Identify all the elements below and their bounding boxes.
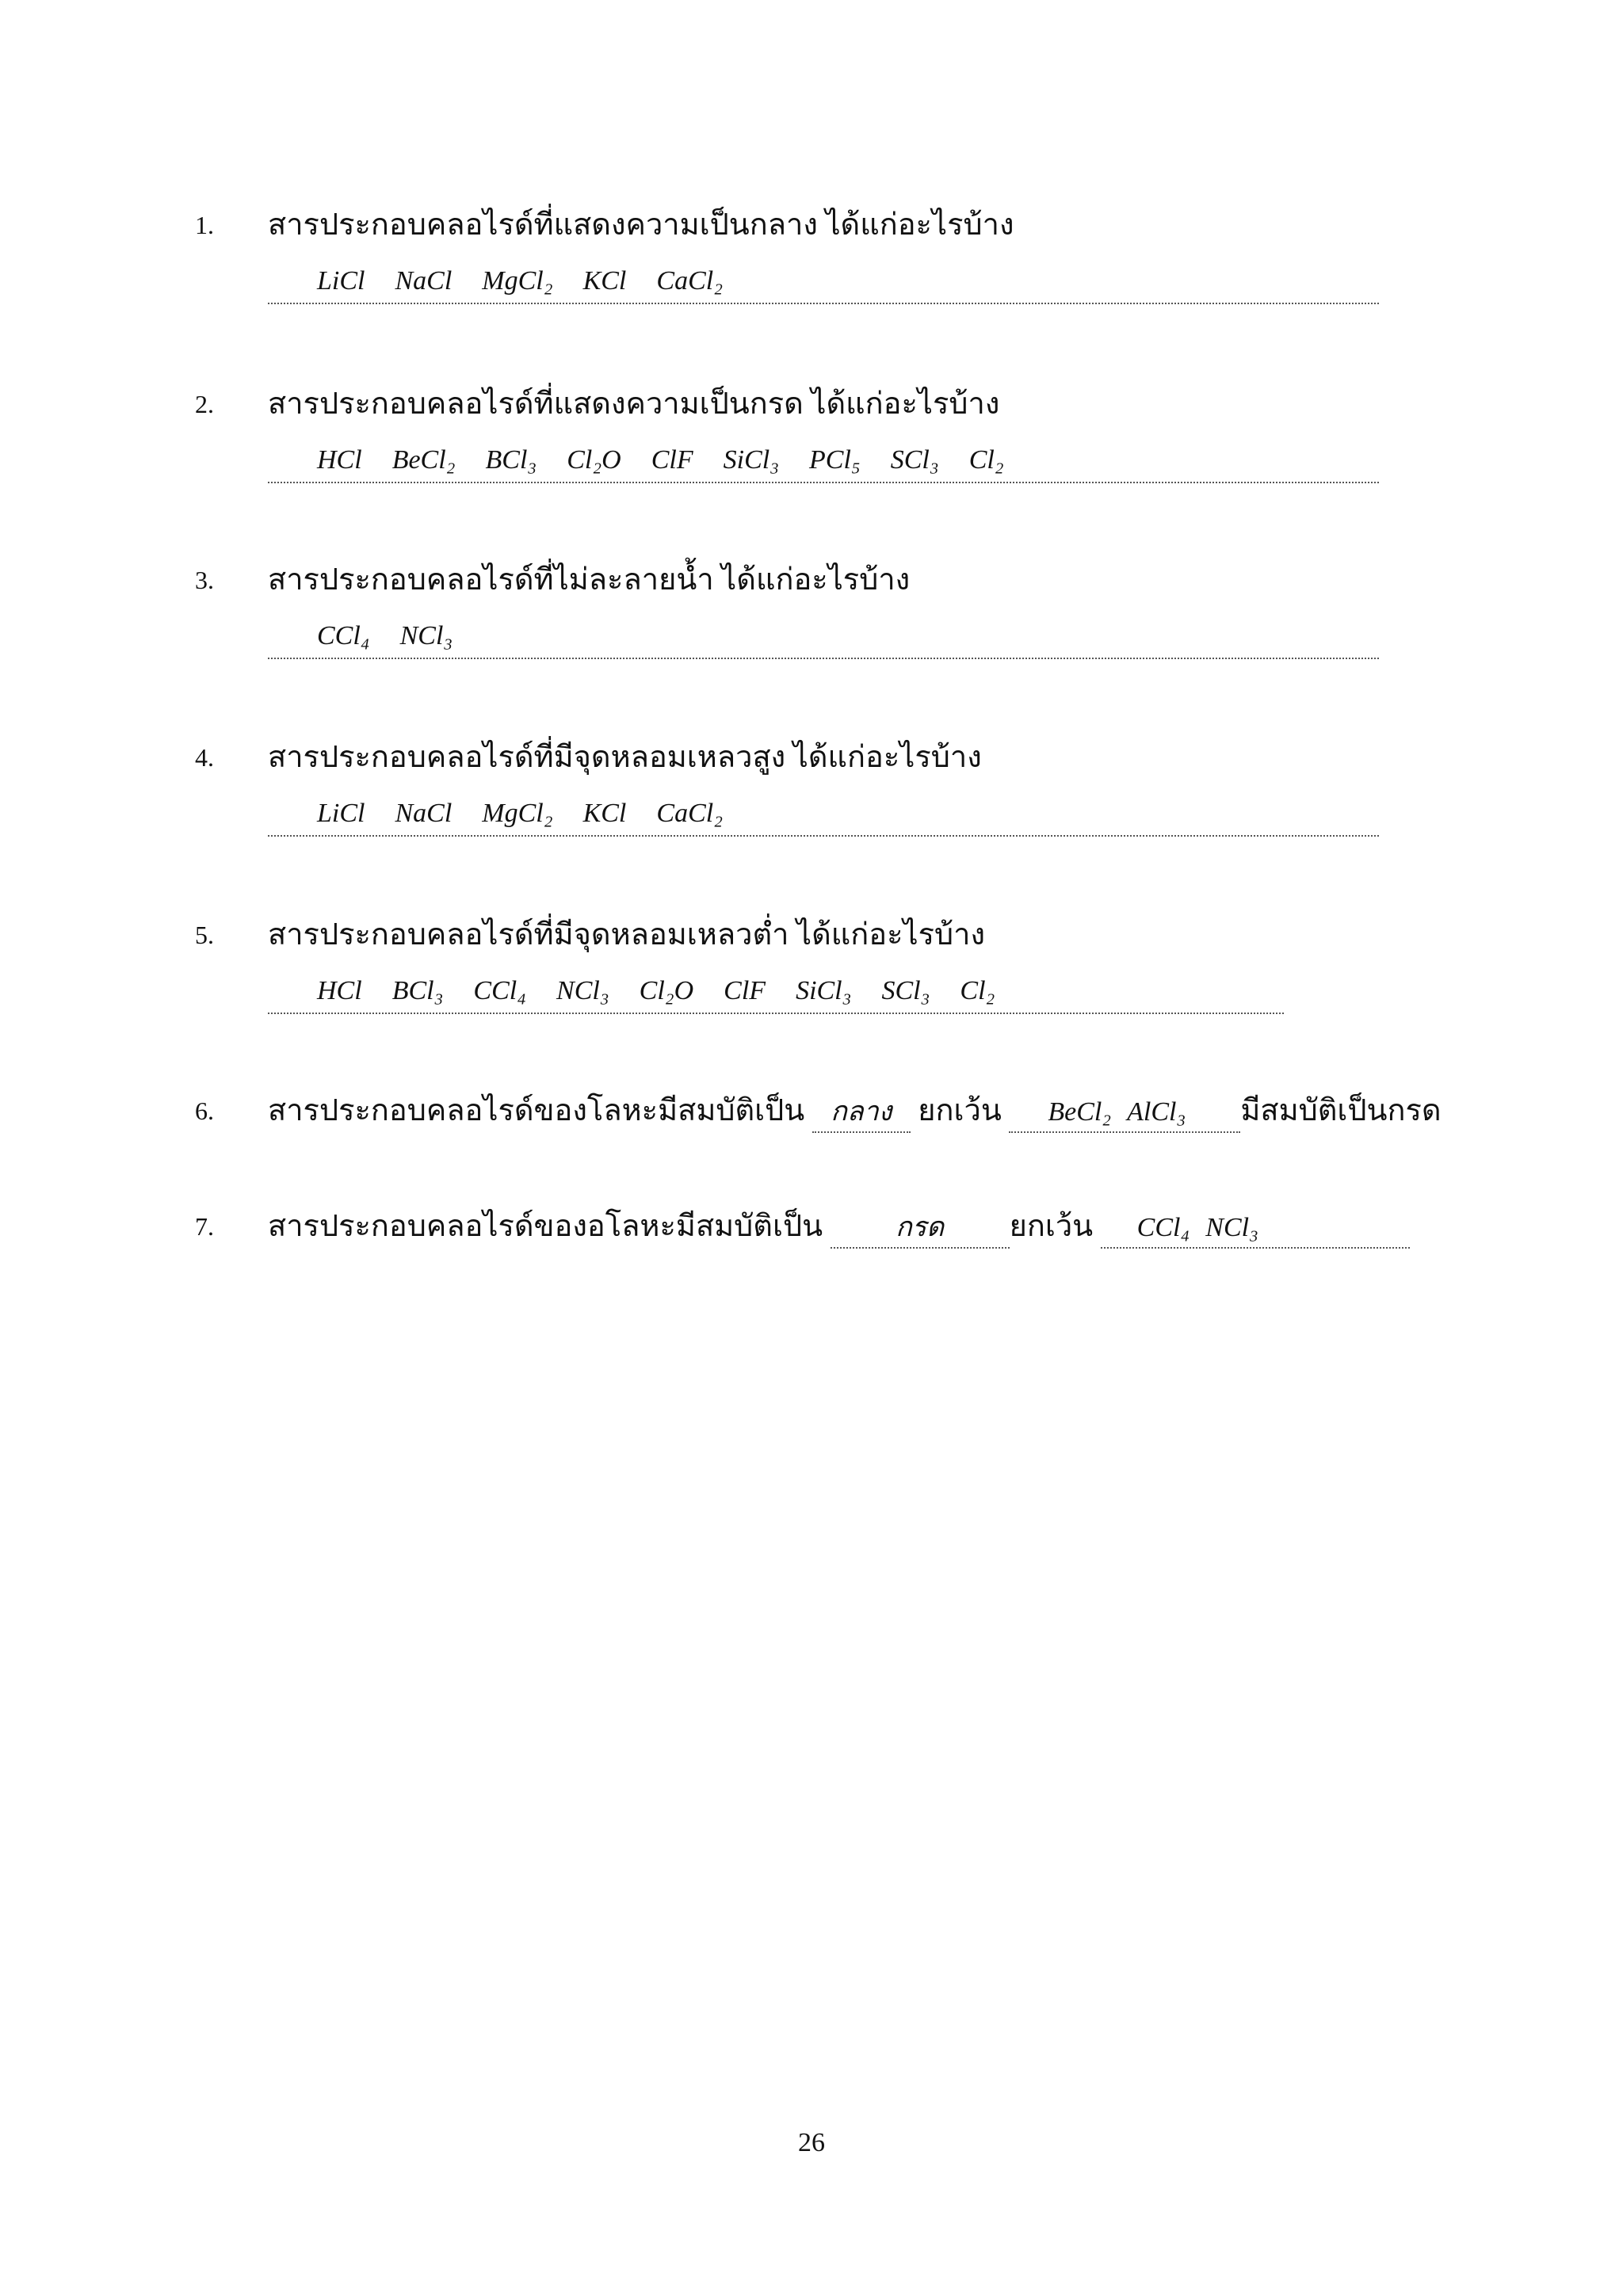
- answer-item: NaCl: [395, 799, 453, 828]
- answer-item: NCl₃: [556, 976, 609, 1005]
- answer-item: BeCl₂: [391, 445, 456, 475]
- answer-blank: [1101, 1209, 1410, 1249]
- question-text: [268, 1087, 1442, 1135]
- question-text: สารประกอบคลอไรด์ที่มีจุดหลอมเหลวสูง ได้แก่อะไรบ้าง: [268, 741, 982, 774]
- question-number: 1.: [195, 211, 214, 239]
- answer-item: KCl: [582, 799, 627, 828]
- question-line: [0, 911, 1623, 959]
- question-text-part: สารประกอบคลอไรด์ของอโลหะมีสมบัติเป็น: [268, 1210, 823, 1243]
- answer-blank: [812, 1093, 911, 1133]
- question-text: สารประกอบคลอไรด์ที่แสดงความเป็นกลาง ได้แก่อะไรบ้าง: [268, 208, 1014, 242]
- answer-item: MgCl₂: [482, 266, 553, 296]
- answer-line: [268, 260, 1379, 304]
- page-number: 26: [798, 2128, 825, 2157]
- question-number: 6.: [195, 1097, 214, 1125]
- answer-item: SCl₃: [881, 976, 930, 1005]
- answer-item: HCl: [317, 976, 362, 1005]
- question-line: [0, 1203, 1623, 1250]
- answer-item: ClF: [724, 976, 766, 1005]
- answer-item: AlCl₃: [1127, 1097, 1186, 1127]
- question-line: [0, 380, 1623, 428]
- answer-item: BCl₃: [391, 976, 444, 1005]
- answer-item: CCl₄: [473, 976, 527, 1005]
- answer-item: CCl₄: [317, 621, 370, 650]
- question-text: สารประกอบคลอไรด์ที่ไม่ละลายน้ำ ได้แก่อะไรบ้าง: [268, 563, 911, 597]
- answer-item: SiCl₃: [796, 976, 852, 1005]
- answer-item: NCl₃: [399, 621, 453, 650]
- question-text-part: สารประกอบคลอไรด์ของโลหะมีสมบัติเป็น: [268, 1094, 805, 1127]
- answer-item: BCl₃: [485, 445, 537, 475]
- answer-item: CCl₄: [1136, 1213, 1190, 1242]
- answer-line: [268, 615, 1379, 659]
- answer-line: [268, 970, 1284, 1014]
- answer-item: กรด: [896, 1213, 945, 1242]
- answer-item: LiCl: [317, 266, 365, 296]
- question-line: [0, 734, 1623, 781]
- answer-item: PCl₅: [809, 445, 861, 475]
- question-line: [0, 556, 1623, 604]
- answer-item: ClF: [651, 445, 693, 475]
- question-text: สารประกอบคลอไรด์ที่มีจุดหลอมเหลวต่ำ ได้แก่อะไรบ้าง: [268, 918, 986, 952]
- question-text-part: มีสมบัติเป็นกรด: [1240, 1094, 1442, 1127]
- answer-blank: [831, 1209, 1010, 1249]
- answer-line: [268, 439, 1379, 483]
- answer-blank: [1009, 1093, 1240, 1133]
- question-number: 2.: [195, 390, 214, 418]
- answer-item: SiCl₃: [723, 445, 780, 475]
- answer-item: SCl₃: [890, 445, 939, 475]
- answer-item: MgCl₂: [482, 799, 553, 828]
- answer-item: กลาง: [831, 1097, 892, 1127]
- answer-item: Cl₂: [968, 445, 1004, 475]
- answer-item: BeCl₂: [1048, 1097, 1112, 1127]
- question-text: สารประกอบคลอไรด์ที่แสดงความเป็นกรด ได้แก่อะไรบ้าง: [268, 387, 1000, 421]
- answer-item: Cl₂: [960, 976, 995, 1005]
- answer-item: Cl₂O: [639, 976, 694, 1005]
- answer-item: NaCl: [395, 266, 453, 296]
- question-line: [0, 201, 1623, 249]
- answer-item: NCl₃: [1205, 1213, 1258, 1242]
- question-line: [0, 1087, 1623, 1135]
- question-number: 3.: [195, 566, 214, 594]
- question-number: 4.: [195, 743, 214, 772]
- question-text: [268, 1203, 1410, 1250]
- answer-item: CaCl₂: [656, 266, 724, 296]
- question-number: 5.: [195, 921, 214, 949]
- question-text-part: ยกเว้น: [918, 1094, 1002, 1127]
- question-text-part: ยกเว้น: [1009, 1210, 1094, 1243]
- answer-item: Cl₂O: [567, 445, 621, 475]
- question-number: 7.: [195, 1212, 214, 1241]
- answer-line: [268, 792, 1379, 837]
- answer-item: KCl: [582, 266, 627, 296]
- answer-item: HCl: [317, 445, 362, 475]
- answer-item: CaCl₂: [656, 799, 724, 828]
- answer-item: LiCl: [317, 799, 365, 828]
